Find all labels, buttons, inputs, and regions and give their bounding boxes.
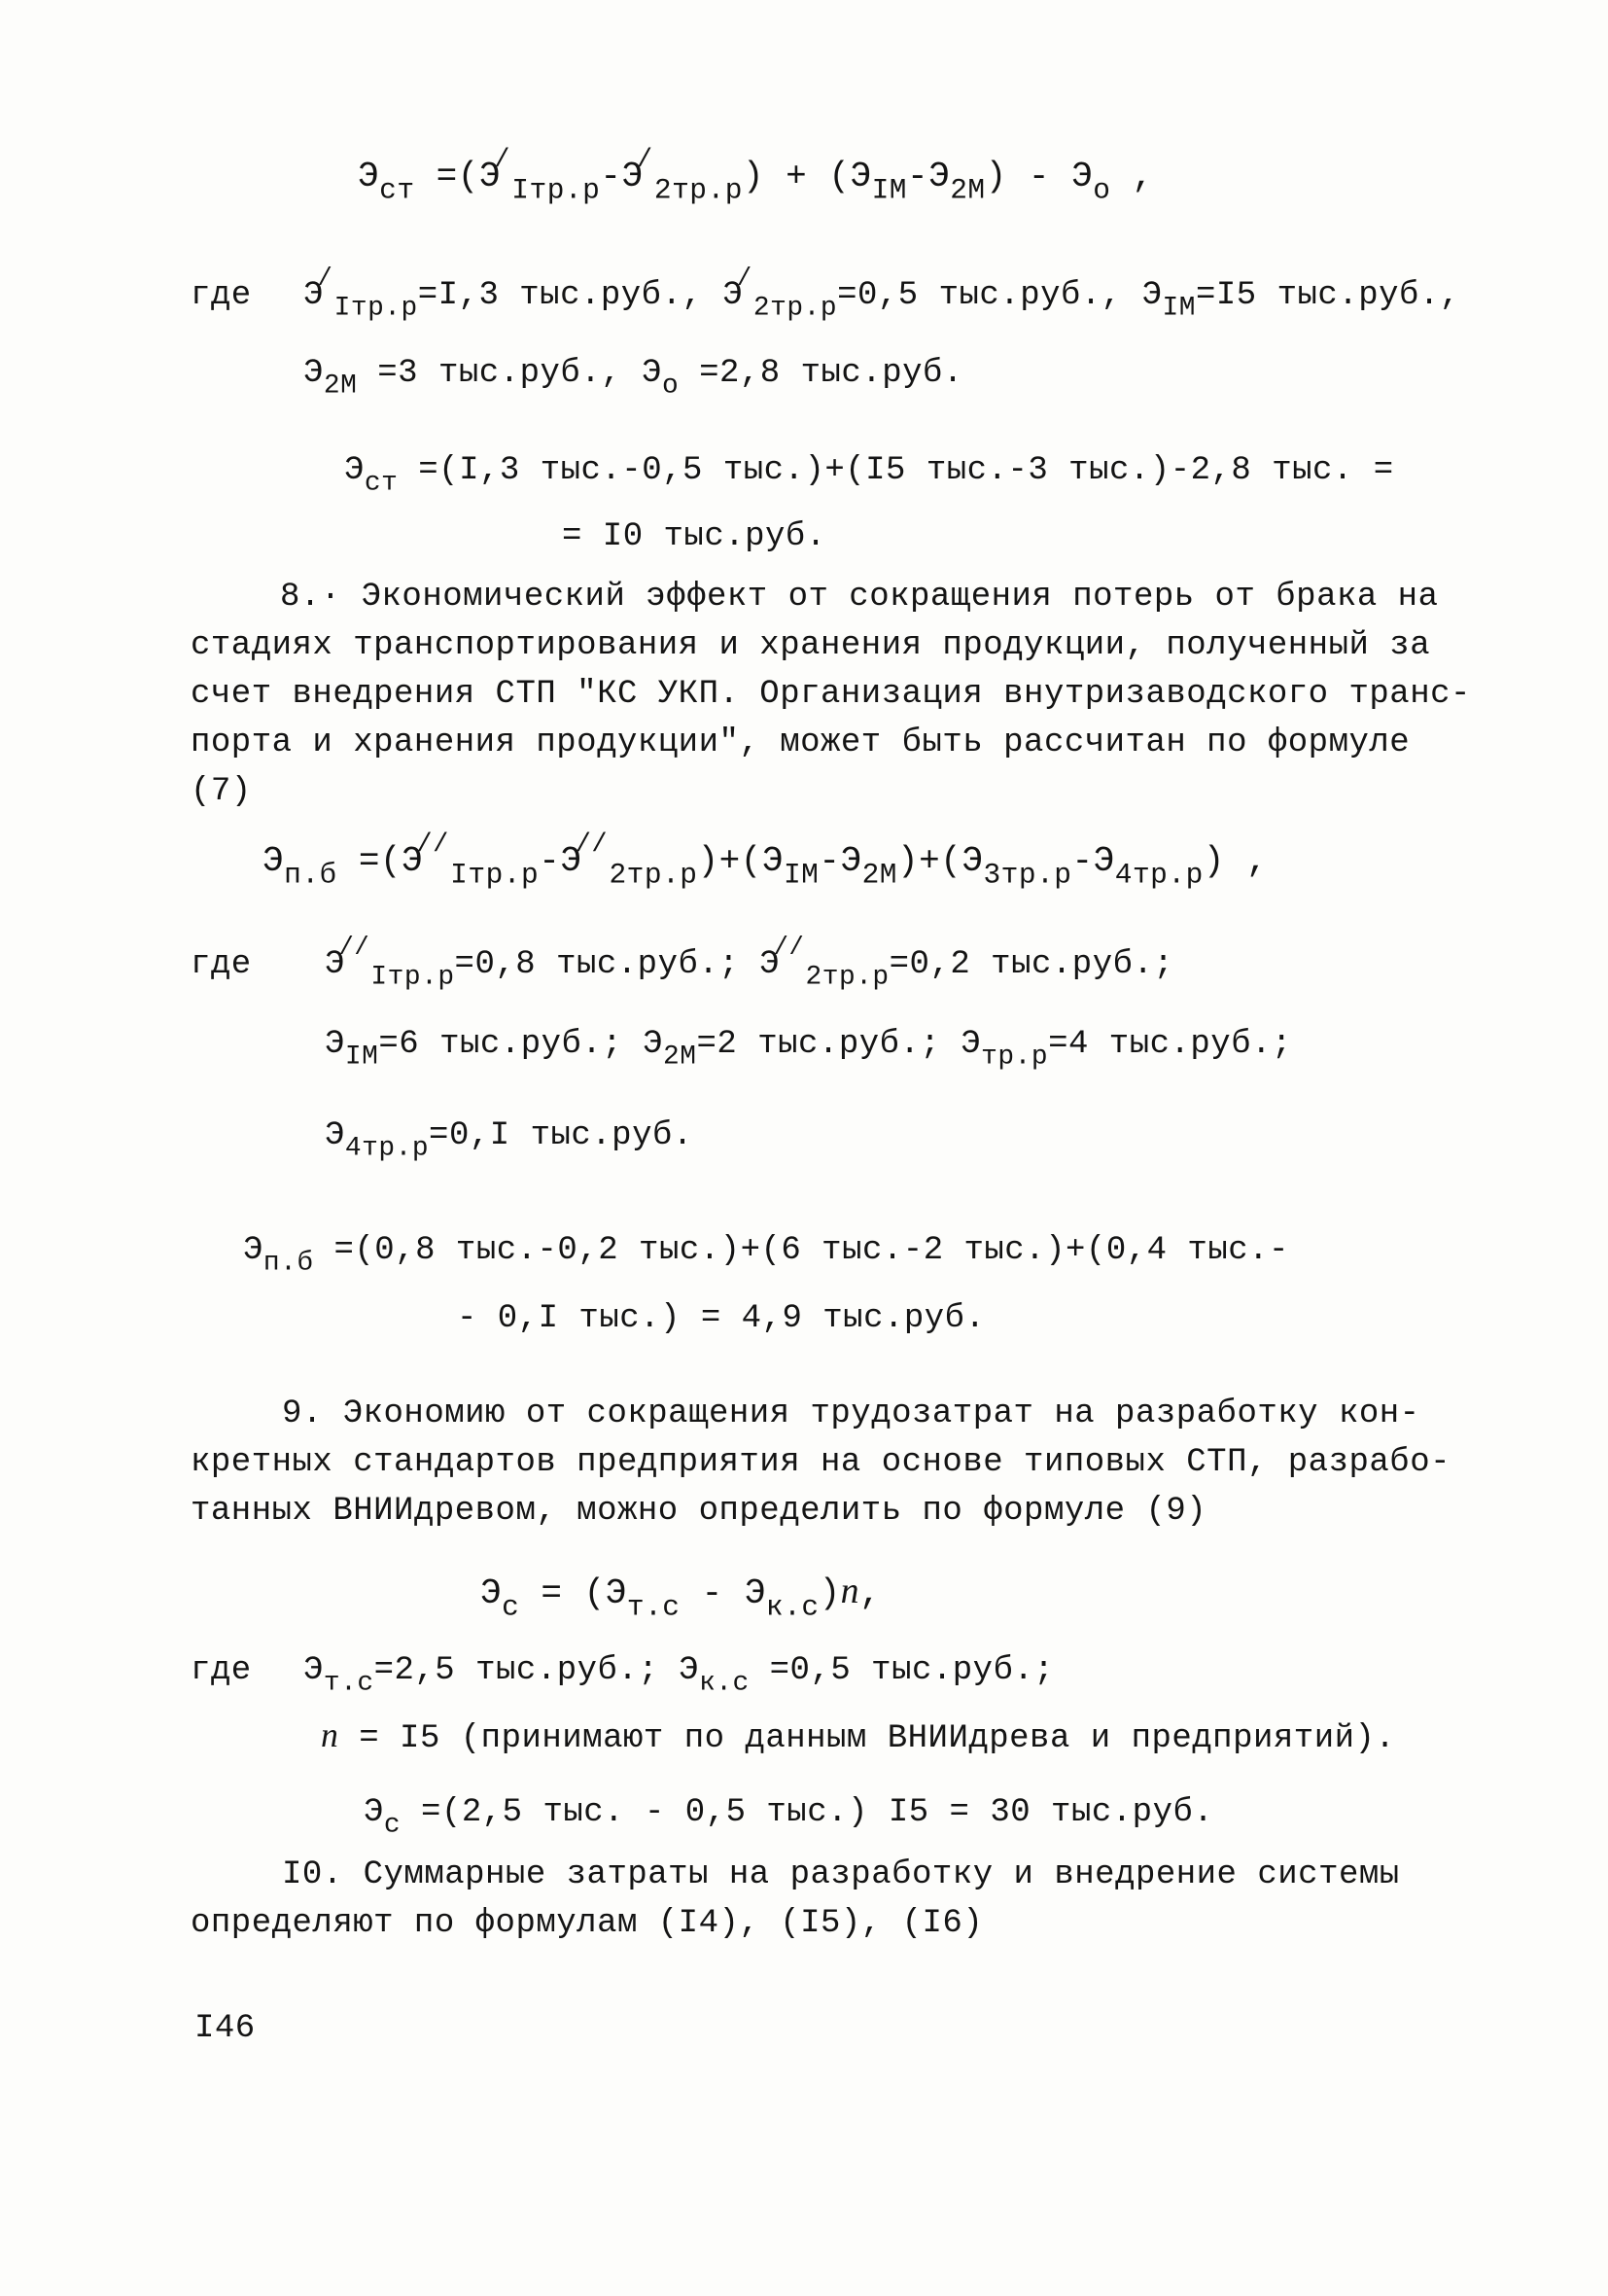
where-label: где (191, 277, 252, 314)
formula-e-pb: $Э_{п.б} =(Э^{//}_{Iтр.р}-Э^{//}_{2тр.р})+(Э_{IМ}-Э_{2М})+(Э_{3тр.р}-Э_{4тр.р})$ , (262, 830, 1269, 892)
para10-line-2: определяют по формулам (I4), (I5), (I6) (191, 1905, 984, 1942)
calc-e-pb-line-2: - 0,I тыс.) = 4,9 тыс.руб. (457, 1300, 986, 1337)
formula-e-st: $Э_{ст} =(Э^/_{Iтр.р}-Э^/_{2тр.р}) + (Э_{IМ}-Э_{2М}) - Э_о$ , (358, 145, 1154, 207)
where-line-2: $Э_{2М} =3$ тыс.руб., $Э_о =2,8$ тыс.руб. (303, 355, 963, 402)
para9-line-1: 9. Экономию от сокращения трудозатрат на разработку кон- (282, 1395, 1420, 1432)
para9-line-2: кретных стандартов предприятия на основе типовых СТП, разрабо- (191, 1444, 1451, 1481)
where2-line-1: $Э^{//}_{Iтр.р}=0,8$ тыс.руб.; $Э^{//}_{2тр.р}=0,2$ тыс.руб.; (325, 933, 1174, 993)
where-label-2: где (191, 946, 252, 983)
calc-e-st-line-1: $Э_{ст} =(I,3$ тыс.-0,5 тыс.)+(I5 тыс.-3 тыс.)-2,8 тыс. = (344, 452, 1394, 499)
para9-line-3: танных ВНИИдревом, можно определить по формуле (9) (191, 1493, 1207, 1530)
para8-line-1: 8.· Экономический эффект от сокращения потерь от брака на (280, 579, 1439, 616)
formula-e-c: $Э_с = (Э_{т.с} - Э_{к.с})n$, (480, 1571, 882, 1624)
calc-e-c: $Э_с =(2,5$ тыс. - 0,5 тыс.) I5 = 30 тыс.руб. (364, 1794, 1214, 1841)
para8-line-5: (7) (191, 773, 252, 810)
where2-line-2: $Э_{IМ}=6$ тыс.руб.; $Э_{2М}=2$ тыс.руб.; $Э_{тр.р}=4$ тыс.руб.; (325, 1026, 1292, 1073)
where-label-3: где (191, 1652, 252, 1689)
para8-line-4: порта и хранения продукции", может быть рассчитан по формуле (191, 724, 1411, 761)
para10-line-1: I0. Суммарные затраты на разработку и внедрение системы (282, 1856, 1400, 1893)
calc-e-st-line-2: = I0 тыс.руб. (562, 518, 826, 555)
where3-line-1: $Э_{т.с}=2,5$ тыс.руб.; $Э_{к.с} =0,5$ тыс.руб.; (303, 1652, 1055, 1699)
where3-line-2: n = I5 (принимают по данным ВНИИдрева и предприятий). (321, 1715, 1396, 1757)
where2-line-3: $Э_{4тр.р}=0,I$ тыс.руб. (325, 1117, 693, 1164)
para8-line-2: стадиях транспортирования и хранения продукции, полученный за (191, 627, 1431, 664)
where-line-1: $Э^/_{Iтр.р}=I,3$ тыс.руб., $Э^/_{2тр.р}=0,5$ тыс.руб., $Э_{IМ}=I5$ тыс.руб., (303, 264, 1460, 324)
page-number: I46 (194, 2010, 256, 2047)
para8-line-3: счет внедрения СТП "КС УКП. Организация внутризаводского транс- (191, 676, 1471, 713)
calc-e-pb-line-1: $Э_{п.б} =(0,8$ тыс.-0,2 тыс.)+(6 тыс.-2 тыс.)+(0,4 тыс.- (243, 1232, 1289, 1279)
